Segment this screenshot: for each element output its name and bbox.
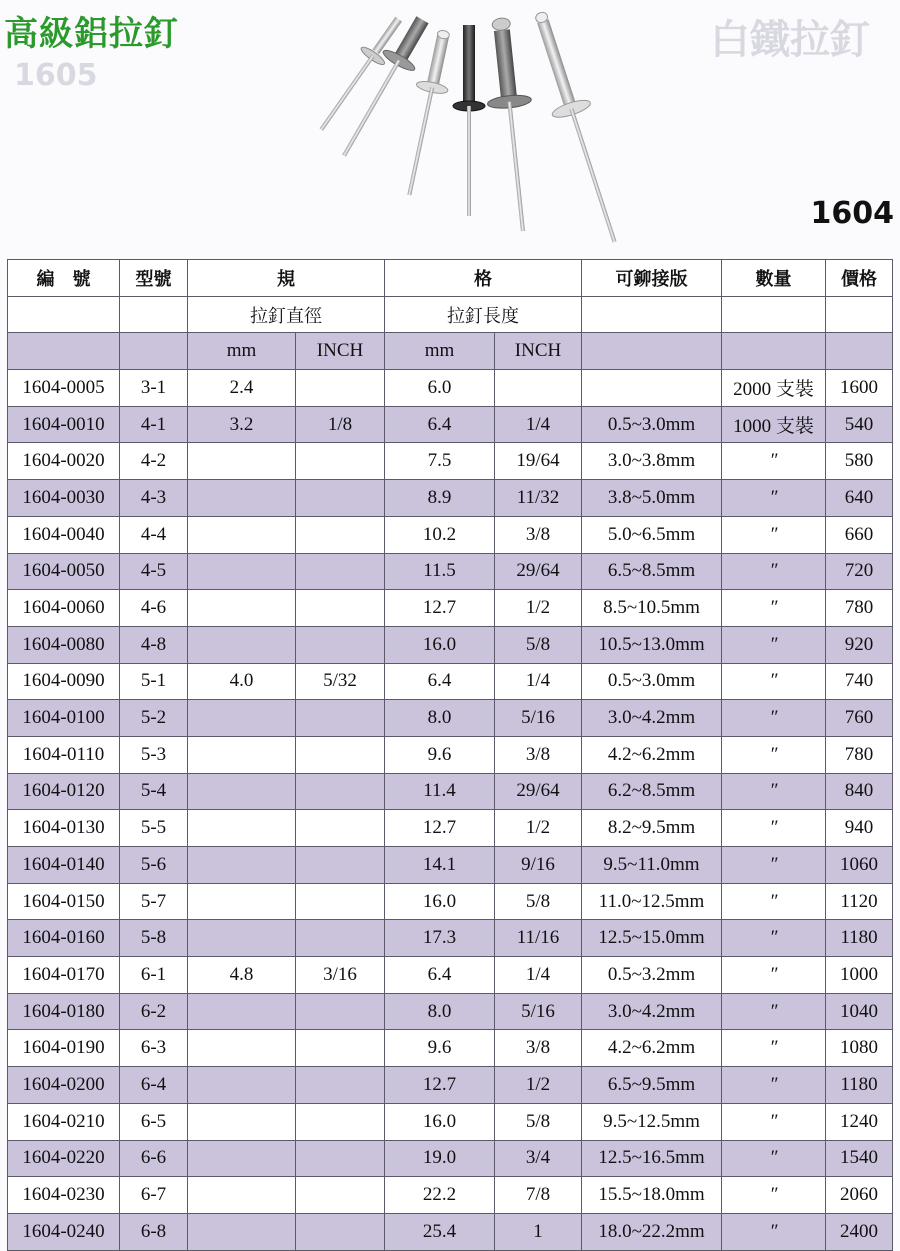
cell-len-mm: 14.1 <box>385 847 495 884</box>
cell-type: 5-6 <box>120 847 188 884</box>
cell-dia-inch <box>296 516 385 553</box>
cell-len-inch: 3/8 <box>495 516 582 553</box>
cell-code: 1604-0150 <box>8 883 120 920</box>
cell-plate: 8.5~10.5mm <box>582 590 722 627</box>
cell-price: 1180 <box>826 920 893 957</box>
table-row <box>8 1140 893 1177</box>
cell-len-inch: 1/2 <box>495 810 582 847</box>
cell-code: 1604-0100 <box>8 700 120 737</box>
cell-code: 1604-0190 <box>8 1030 120 1067</box>
cell-qty: ″ <box>722 810 826 847</box>
cell-qty: ″ <box>722 480 826 517</box>
table-row <box>8 406 893 443</box>
model-code: 1604 <box>810 196 894 231</box>
cell-plate: 4.2~6.2mm <box>582 1030 722 1067</box>
cell-len-inch: 9/16 <box>495 847 582 884</box>
cell-qty: ″ <box>722 1140 826 1177</box>
rivet-5 <box>479 16 545 233</box>
cell-len-inch: 1 <box>495 1213 582 1250</box>
ghost-code: 1605 <box>14 58 98 93</box>
cell-len-inch: 3/8 <box>495 736 582 773</box>
cell-plate <box>582 370 722 407</box>
cell-plate: 4.2~6.2mm <box>582 736 722 773</box>
table-row <box>8 1103 893 1140</box>
header-qty: 數量 <box>722 260 826 297</box>
cell-code: 1604-0140 <box>8 847 120 884</box>
cell-dia-mm <box>188 626 296 663</box>
cell-qty: ″ <box>722 1103 826 1140</box>
cell-dia-mm <box>188 1213 296 1250</box>
cell-qty: ″ <box>722 847 826 884</box>
cell-qty: 1000 支裝 <box>722 406 826 443</box>
cell-code: 1604-0010 <box>8 406 120 443</box>
cell-dia-inch <box>296 920 385 957</box>
cell-len-inch: 7/8 <box>495 1177 582 1214</box>
cell-price: 1000 <box>826 957 893 994</box>
cell-dia-inch <box>296 1213 385 1250</box>
cell-len-mm: 16.0 <box>385 883 495 920</box>
cell-len-mm: 6.4 <box>385 406 495 443</box>
cell-type: 3-1 <box>120 370 188 407</box>
cell-price: 640 <box>826 480 893 517</box>
cell-code: 1604-0005 <box>8 370 120 407</box>
cell-dia-inch <box>296 626 385 663</box>
cell-dia-mm <box>188 883 296 920</box>
cell-len-mm: 12.7 <box>385 1067 495 1104</box>
cell-qty: ″ <box>722 700 826 737</box>
cell-len-mm: 11.4 <box>385 773 495 810</box>
cell-len-inch: 1/4 <box>495 406 582 443</box>
cell-len-mm: 10.2 <box>385 516 495 553</box>
cell-price: 2060 <box>826 1177 893 1214</box>
cell-code: 1604-0180 <box>8 993 120 1030</box>
table-row <box>8 957 893 994</box>
cell-code: 1604-0130 <box>8 810 120 847</box>
cell-dia-mm <box>188 920 296 957</box>
cell-dia-mm: 4.0 <box>188 663 296 700</box>
cell-len-inch: 11/16 <box>495 920 582 957</box>
cell-len-mm: 12.7 <box>385 590 495 627</box>
cell-type: 4-5 <box>120 553 188 590</box>
cell-qty: ″ <box>722 736 826 773</box>
cell-qty: ″ <box>722 590 826 627</box>
header-spec-left: 規 <box>188 260 385 297</box>
cell-qty: ″ <box>722 1030 826 1067</box>
header-plate: 可鉚接版 <box>582 260 722 297</box>
table-row <box>8 480 893 517</box>
cell-len-inch <box>495 370 582 407</box>
cell-price: 1180 <box>826 1067 893 1104</box>
cell-len-mm: 6.4 <box>385 663 495 700</box>
cell-dia-inch <box>296 1140 385 1177</box>
cell-dia-inch <box>296 1103 385 1140</box>
cell-plate: 10.5~13.0mm <box>582 626 722 663</box>
cell-price: 1080 <box>826 1030 893 1067</box>
unit-inch-2: INCH <box>495 333 582 370</box>
cell-type: 6-5 <box>120 1103 188 1140</box>
cell-price: 720 <box>826 553 893 590</box>
cell-dia-mm: 3.2 <box>188 406 296 443</box>
cell-dia-mm <box>188 553 296 590</box>
cell-code: 1604-0080 <box>8 626 120 663</box>
cell-price: 1240 <box>826 1103 893 1140</box>
cell-len-inch: 1/2 <box>495 1067 582 1104</box>
cell-len-inch: 5/16 <box>495 993 582 1030</box>
cell-dia-mm <box>188 1103 296 1140</box>
table-row <box>8 993 893 1030</box>
cell-code: 1604-0110 <box>8 736 120 773</box>
cell-price: 540 <box>826 406 893 443</box>
cell-type: 4-8 <box>120 626 188 663</box>
table-row <box>8 443 893 480</box>
cell-plate: 12.5~15.0mm <box>582 920 722 957</box>
cell-price: 660 <box>826 516 893 553</box>
cell-plate: 3.0~4.2mm <box>582 700 722 737</box>
cell-len-inch: 5/16 <box>495 700 582 737</box>
cell-code: 1604-0200 <box>8 1067 120 1104</box>
cell-type: 4-3 <box>120 480 188 517</box>
cell-dia-mm: 4.8 <box>188 957 296 994</box>
table-row <box>8 773 893 810</box>
cell-dia-inch <box>296 1030 385 1067</box>
rivet-6 <box>521 7 634 249</box>
cell-len-mm: 8.9 <box>385 480 495 517</box>
cell-len-inch: 29/64 <box>495 553 582 590</box>
cell-len-mm: 9.6 <box>385 736 495 773</box>
table-row <box>8 700 893 737</box>
table-row <box>8 516 893 553</box>
cell-plate: 6.5~8.5mm <box>582 553 722 590</box>
cell-type: 5-3 <box>120 736 188 773</box>
table-row <box>8 370 893 407</box>
header-length: 拉釘長度 <box>385 296 582 333</box>
cell-qty: ″ <box>722 553 826 590</box>
cell-len-mm: 8.0 <box>385 993 495 1030</box>
cell-len-inch: 1/4 <box>495 663 582 700</box>
cell-price: 760 <box>826 700 893 737</box>
cell-len-mm: 6.4 <box>385 957 495 994</box>
table-row <box>8 736 893 773</box>
cell-dia-inch <box>296 993 385 1030</box>
page-title: 高級鋁拉釘 <box>4 14 179 54</box>
ghost-title: 白鐵拉釘 <box>710 17 870 63</box>
cell-price: 940 <box>826 810 893 847</box>
cell-len-mm: 25.4 <box>385 1213 495 1250</box>
cell-dia-mm <box>188 1067 296 1104</box>
cell-dia-inch: 3/16 <box>296 957 385 994</box>
cell-len-inch: 3/8 <box>495 1030 582 1067</box>
cell-type: 6-3 <box>120 1030 188 1067</box>
cell-dia-mm <box>188 443 296 480</box>
cell-code: 1604-0220 <box>8 1140 120 1177</box>
header-spec-right: 格 <box>385 260 582 297</box>
cell-price: 840 <box>826 773 893 810</box>
cell-dia-mm <box>188 480 296 517</box>
cell-plate: 3.0~3.8mm <box>582 443 722 480</box>
cell-dia-inch <box>296 847 385 884</box>
cell-code: 1604-0120 <box>8 773 120 810</box>
cell-dia-inch <box>296 553 385 590</box>
cell-qty: ″ <box>722 663 826 700</box>
cell-plate: 9.5~11.0mm <box>582 847 722 884</box>
cell-len-inch: 1/4 <box>495 957 582 994</box>
cell-plate: 3.0~4.2mm <box>582 993 722 1030</box>
cell-dia-mm <box>188 773 296 810</box>
cell-plate: 18.0~22.2mm <box>582 1213 722 1250</box>
cell-code: 1604-0240 <box>8 1213 120 1250</box>
cell-plate: 3.8~5.0mm <box>582 480 722 517</box>
cell-qty: ″ <box>722 1067 826 1104</box>
subheader-row <box>8 296 893 333</box>
cell-plate: 0.5~3.0mm <box>582 406 722 443</box>
table-row <box>8 590 893 627</box>
cell-qty: ″ <box>722 920 826 957</box>
unit-mm-2: mm <box>385 333 495 370</box>
cell-qty: ″ <box>722 443 826 480</box>
cell-code: 1604-0060 <box>8 590 120 627</box>
cell-qty: ″ <box>722 626 826 663</box>
cell-code: 1604-0160 <box>8 920 120 957</box>
cell-type: 6-4 <box>120 1067 188 1104</box>
cell-dia-inch: 1/8 <box>296 406 385 443</box>
cell-qty: ″ <box>722 1213 826 1250</box>
cell-len-mm: 8.0 <box>385 700 495 737</box>
table-row <box>8 553 893 590</box>
table-row <box>8 920 893 957</box>
cell-qty: ″ <box>722 883 826 920</box>
table-row <box>8 883 893 920</box>
cell-dia-inch <box>296 443 385 480</box>
cell-code: 1604-0040 <box>8 516 120 553</box>
cell-len-inch: 5/8 <box>495 626 582 663</box>
cell-type: 6-6 <box>120 1140 188 1177</box>
cell-dia-mm <box>188 993 296 1030</box>
cell-dia-mm: 2.4 <box>188 370 296 407</box>
cell-len-inch: 5/8 <box>495 1103 582 1140</box>
cell-type: 6-1 <box>120 957 188 994</box>
cell-qty: ″ <box>722 516 826 553</box>
cell-dia-mm <box>188 1177 296 1214</box>
cell-type: 6-8 <box>120 1213 188 1250</box>
cell-len-mm: 9.6 <box>385 1030 495 1067</box>
cell-type: 5-2 <box>120 700 188 737</box>
table-row <box>8 626 893 663</box>
cell-plate: 11.0~12.5mm <box>582 883 722 920</box>
unit-mm-1: mm <box>188 333 296 370</box>
cell-len-mm: 19.0 <box>385 1140 495 1177</box>
header-diameter: 拉釘直徑 <box>188 296 385 333</box>
cell-qty: ″ <box>722 957 826 994</box>
cell-dia-mm <box>188 700 296 737</box>
cell-dia-inch: 5/32 <box>296 663 385 700</box>
spec-table <box>7 259 893 1251</box>
header-code: 編 號 <box>8 260 120 297</box>
cell-dia-inch <box>296 370 385 407</box>
cell-plate: 15.5~18.0mm <box>582 1177 722 1214</box>
cell-price: 740 <box>826 663 893 700</box>
cell-type: 6-2 <box>120 993 188 1030</box>
cell-type: 5-1 <box>120 663 188 700</box>
cell-plate: 6.5~9.5mm <box>582 1067 722 1104</box>
cell-dia-inch <box>296 810 385 847</box>
header-price: 價格 <box>826 260 893 297</box>
cell-dia-mm <box>188 516 296 553</box>
cell-price: 1540 <box>826 1140 893 1177</box>
cell-price: 780 <box>826 736 893 773</box>
cell-plate: 0.5~3.0mm <box>582 663 722 700</box>
cell-dia-mm <box>188 847 296 884</box>
cell-type: 6-7 <box>120 1177 188 1214</box>
cell-type: 4-4 <box>120 516 188 553</box>
cell-code: 1604-0090 <box>8 663 120 700</box>
cell-code: 1604-0170 <box>8 957 120 994</box>
cell-dia-mm <box>188 810 296 847</box>
cell-price: 580 <box>826 443 893 480</box>
cell-type: 4-2 <box>120 443 188 480</box>
cell-code: 1604-0020 <box>8 443 120 480</box>
header-type: 型號 <box>120 260 188 297</box>
cell-qty: 2000 支裝 <box>722 370 826 407</box>
cell-len-inch: 3/4 <box>495 1140 582 1177</box>
cell-dia-mm <box>188 1140 296 1177</box>
cell-price: 1060 <box>826 847 893 884</box>
cell-dia-inch <box>296 736 385 773</box>
cell-dia-inch <box>296 700 385 737</box>
table-row <box>8 847 893 884</box>
cell-len-inch: 29/64 <box>495 773 582 810</box>
cell-len-mm: 16.0 <box>385 626 495 663</box>
table-row <box>8 1177 893 1214</box>
cell-code: 1604-0230 <box>8 1177 120 1214</box>
cell-len-mm: 22.2 <box>385 1177 495 1214</box>
cell-dia-inch <box>296 773 385 810</box>
cell-len-mm: 6.0 <box>385 370 495 407</box>
cell-price: 1600 <box>826 370 893 407</box>
cell-qty: ″ <box>722 1177 826 1214</box>
cell-len-mm: 11.5 <box>385 553 495 590</box>
cell-qty: ″ <box>722 993 826 1030</box>
unit-inch-1: INCH <box>296 333 385 370</box>
cell-len-inch: 19/64 <box>495 443 582 480</box>
cell-code: 1604-0210 <box>8 1103 120 1140</box>
cell-type: 4-6 <box>120 590 188 627</box>
cell-len-inch: 5/8 <box>495 883 582 920</box>
cell-dia-inch <box>296 1177 385 1214</box>
cell-plate: 9.5~12.5mm <box>582 1103 722 1140</box>
cell-dia-mm <box>188 736 296 773</box>
table-row <box>8 1213 893 1250</box>
cell-plate: 5.0~6.5mm <box>582 516 722 553</box>
cell-price: 1040 <box>826 993 893 1030</box>
header-row <box>8 260 893 297</box>
cell-dia-inch <box>296 1067 385 1104</box>
cell-price: 780 <box>826 590 893 627</box>
cell-type: 5-5 <box>120 810 188 847</box>
table-row <box>8 1067 893 1104</box>
cell-price: 1120 <box>826 883 893 920</box>
cell-len-mm: 7.5 <box>385 443 495 480</box>
cell-type: 4-1 <box>120 406 188 443</box>
cell-len-mm: 12.7 <box>385 810 495 847</box>
cell-len-inch: 1/2 <box>495 590 582 627</box>
table-row <box>8 810 893 847</box>
rivet-1 <box>310 11 410 138</box>
cell-price: 920 <box>826 626 893 663</box>
table-row <box>8 663 893 700</box>
cell-plate: 8.2~9.5mm <box>582 810 722 847</box>
cell-code: 1604-0050 <box>8 553 120 590</box>
cell-dia-inch <box>296 480 385 517</box>
cell-dia-mm <box>188 1030 296 1067</box>
cell-qty: ″ <box>722 773 826 810</box>
cell-dia-mm <box>188 590 296 627</box>
cell-len-mm: 16.0 <box>385 1103 495 1140</box>
cell-len-inch: 11/32 <box>495 480 582 517</box>
cell-len-mm: 17.3 <box>385 920 495 957</box>
cell-plate: 6.2~8.5mm <box>582 773 722 810</box>
unit-row <box>8 333 893 370</box>
cell-plate: 12.5~16.5mm <box>582 1140 722 1177</box>
cell-code: 1604-0030 <box>8 480 120 517</box>
cell-plate: 0.5~3.2mm <box>582 957 722 994</box>
rivets-photo <box>300 0 640 255</box>
cell-type: 5-7 <box>120 883 188 920</box>
rivet-4 <box>453 25 485 216</box>
cell-price: 2400 <box>826 1213 893 1250</box>
cell-dia-inch <box>296 590 385 627</box>
table-row <box>8 1030 893 1067</box>
cell-dia-inch <box>296 883 385 920</box>
cell-type: 5-8 <box>120 920 188 957</box>
cell-type: 5-4 <box>120 773 188 810</box>
